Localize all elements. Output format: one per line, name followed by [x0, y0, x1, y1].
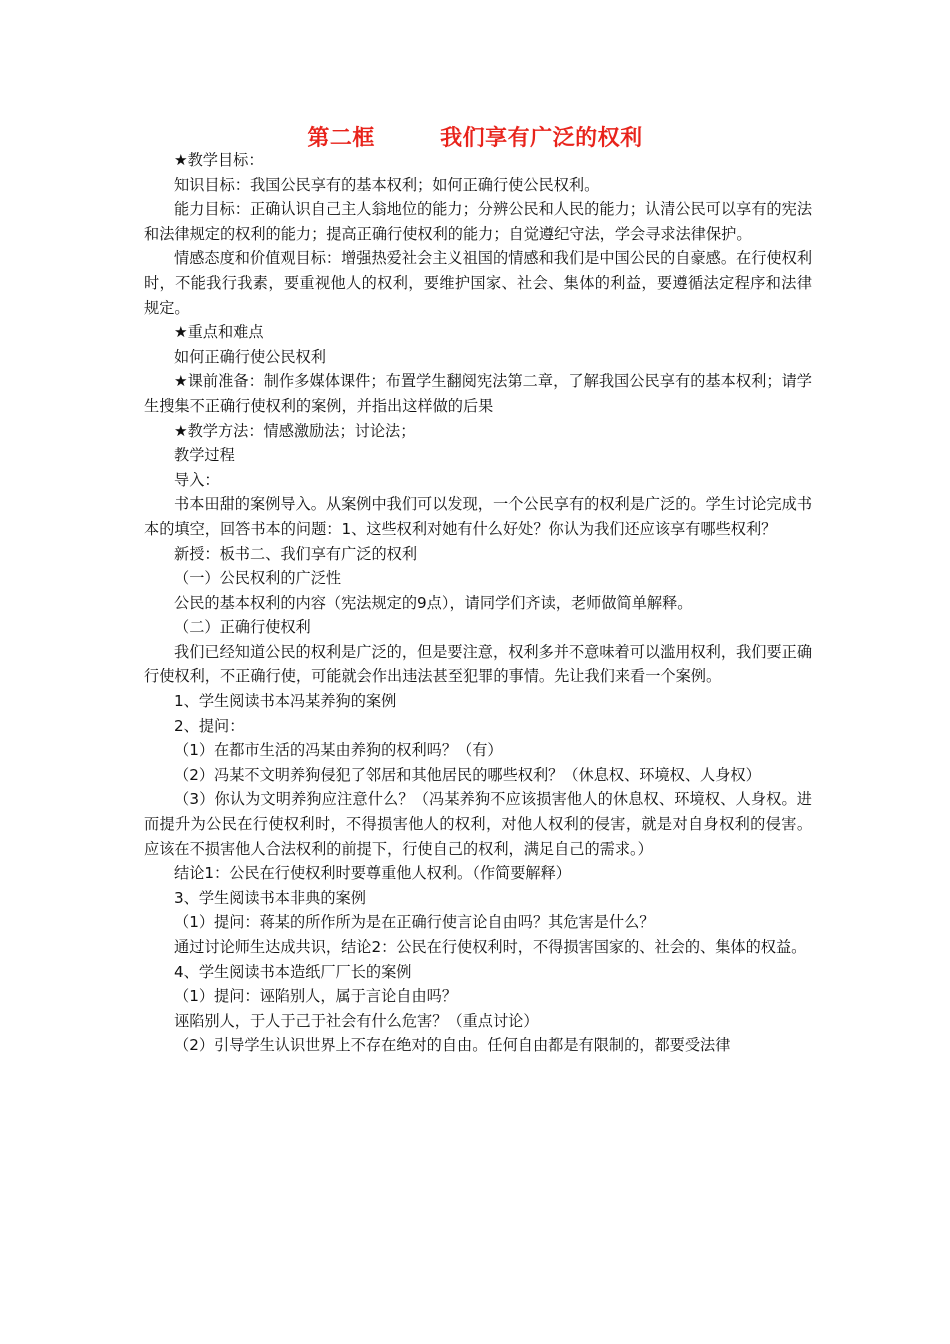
- paragraph: 公民的基本权利的内容（宪法规定的9点），请同学们齐读，老师做简单解释。: [174, 593, 693, 612]
- paragraph: （2）冯某不文明养狗侵犯了邻居和其他居民的哪些权利？（休息权、环境权、人身权）: [174, 765, 761, 784]
- paragraph: 2、提问：: [174, 716, 245, 735]
- paragraph: 书本田甜的案例导入。从案例中我们可以发现，一个公民享有的权利是广泛的。学生讨论完成书本的填空，回答书本的问题：1、这些权利对她有什么好处？你认为我们还应该享有哪些权利？: [144, 495, 812, 538]
- paragraph: 能力目标：正确认识自己主人翁地位的能力；分辨公民和人民的能力；认清公民可以享有的宪法和法律规定的权利的能力；提高正确行使权利的能力；自觉遵纪守法，学会寻求法律保护。: [144, 200, 812, 243]
- paragraph: 导入：: [174, 470, 220, 489]
- paragraph: 如何正确行使公民权利: [174, 347, 326, 366]
- document-body: [144, 148, 812, 1058]
- paragraph: ★教学方法：情感激励法；讨论法；: [174, 421, 416, 440]
- paragraph: 通过讨论师生达成共识，结论2：公民在行使权利时，不得损害国家的、社会的、集体的权益。: [174, 938, 807, 956]
- page-title: 第二框 我们享有广泛的权利: [307, 126, 643, 151]
- paragraph: （1）提问：蒋某的所作所为是在正确行使言论自由吗？其危害是什么？: [174, 913, 655, 932]
- paragraph: （2）引导学生认识世界上不存在绝对的自由。任何自由都是有限制的，都要受法律: [174, 1036, 731, 1055]
- paragraph: （1）在都市生活的冯某由养狗的权利吗？（有）: [174, 741, 503, 760]
- paragraph: ★教学目标：: [174, 151, 264, 169]
- paragraph: 3、学生阅读书本非典的案例: [174, 888, 366, 907]
- paragraph: 4、学生阅读书本造纸厂厂长的案例: [174, 962, 412, 981]
- paragraph: （二）正确行使权利: [174, 618, 311, 637]
- paragraph: 诬陷别人，于人于己于社会有什么危害？（重点讨论）: [174, 1011, 539, 1030]
- paragraph: （一）公民权利的广泛性: [174, 569, 342, 588]
- paragraph: ★重点和难点: [174, 323, 264, 342]
- paragraph: 新授：板书二、我们享有广泛的权利: [174, 544, 417, 563]
- paragraph: 知识目标：我国公民享有的基本权利；如何正确行使公民权利。: [174, 175, 600, 194]
- paragraph: （1）提问：诬陷别人，属于言论自由吗？: [174, 987, 458, 1006]
- paragraph: 情感态度和价值观目标：增强热爱社会主义祖国的情感和我们是中国公民的自豪感。在行使权利时，不能我行我素，要重视他人的权利，要维护国家、社会、集体的利益，要遵循法定程序和法律规定。: [144, 249, 812, 317]
- paragraph: 1、学生阅读书本冯某养狗的案例: [174, 692, 397, 711]
- paragraph: 教学过程: [174, 446, 235, 465]
- paragraph: ★课前准备：制作多媒体课件；布置学生翻阅宪法第二章，了解我国公民享有的基本权利；请学生搜集不正确行使权利的案例，并指出这样做的后果: [144, 372, 812, 415]
- paragraph: （3）你认为文明养狗应注意什么？（冯某养狗不应该损害他人的休息权、环境权、人身权。进而提升为公民在行使权利时，不得损害他人的权利，对他人权利的侵害，就是对自身权利的侵害。应该在不损害他人合法权利的前提下，行使自己的权利，满足自己的需求。）: [144, 790, 812, 858]
- paragraph: 结论1：公民在行使权利时要尊重他人权利。（作简要解释）: [174, 864, 571, 883]
- paragraph: 我们已经知道公民的权利是广泛的，但是要注意，权利多并不意味着可以滥用权利，我们要正确行使权利，不正确行使，可能就会作出违法甚至犯罪的事情。先让我们来看一个案例。: [144, 642, 812, 686]
